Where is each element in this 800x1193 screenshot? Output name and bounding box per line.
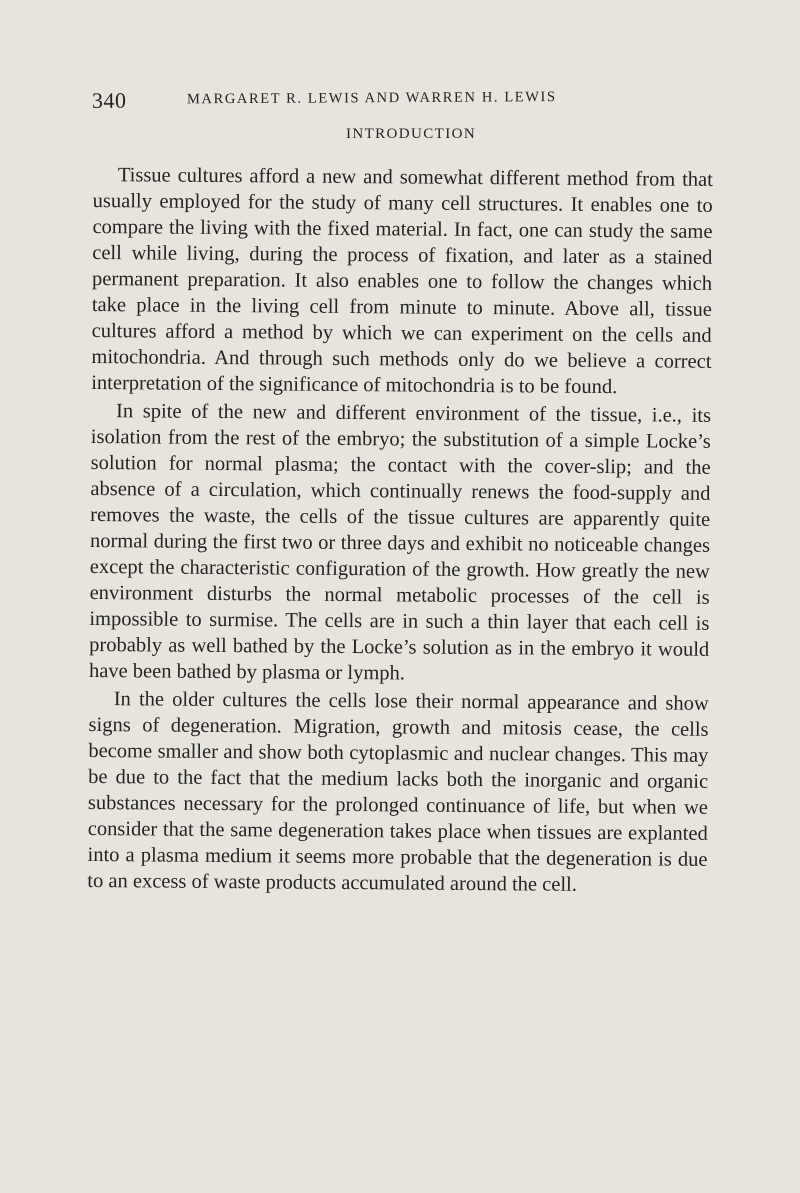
page-number: 340	[91, 87, 127, 113]
paragraph-3: In the older cultures the cells lose their normal appearance and show signs of degeneration. Migration, growth and mitosis cease, the cells become smaller and show both cytoplasmic and nuclear changes. This may be due to the fact that the medium lacks both the inorganic and organic substances necessary for the prolonged continuance of life, but when we consider that the same degeneration takes place when tissues are explanted into a plasma medium it seems more probable that the degeneration is due to an excess of waste products accumulated around the cell.	[87, 688, 709, 896]
author-line: MARGARET R. LEWIS AND WARREN H. LEWIS	[186, 89, 557, 108]
paragraph-1: Tissue cultures afford a new and somewhat different method from that usually employed for the study of many cell structures. It enables one to compare the living with the fixed material. In fact, one can study the same cell while living, during the process of fixation, and later as a stained permanent preparation. It also enables one to follow the changes which take place in the living cell from minute to minute. Above all, tissue cultures afford a method by which we can experiment on the cells and mitochondria. And through such methods only do we believe a correct interpretation of the significance of mitochondria is to be found.	[91, 164, 713, 399]
running-head	[92, 84, 722, 112]
section-title: INTRODUCTION	[345, 126, 477, 142]
paragraph-2: In spite of the new and different environment of the tissue, i.e., its isolation from the rest of the embryo; the substitution of a simple Locke’s solution for normal plasma; the contact with the cover-slip; and the absence of a circulation, which continually renews the food-supply and removes the waste, the cells of the tissue cultures are apparently quite normal during the first two or three days and exhibit no noticeable changes except the characteristic configuration of the growth. How greatly the new environment disturbs the normal metabolic processes of the cell is impossible to surmise. The cells are in such a thin layer that each cell is probably as well bathed by the Locke’s solution as in the embryo it would have been bathed by plasma or lymph.	[88, 400, 712, 685]
body-text	[87, 162, 713, 899]
